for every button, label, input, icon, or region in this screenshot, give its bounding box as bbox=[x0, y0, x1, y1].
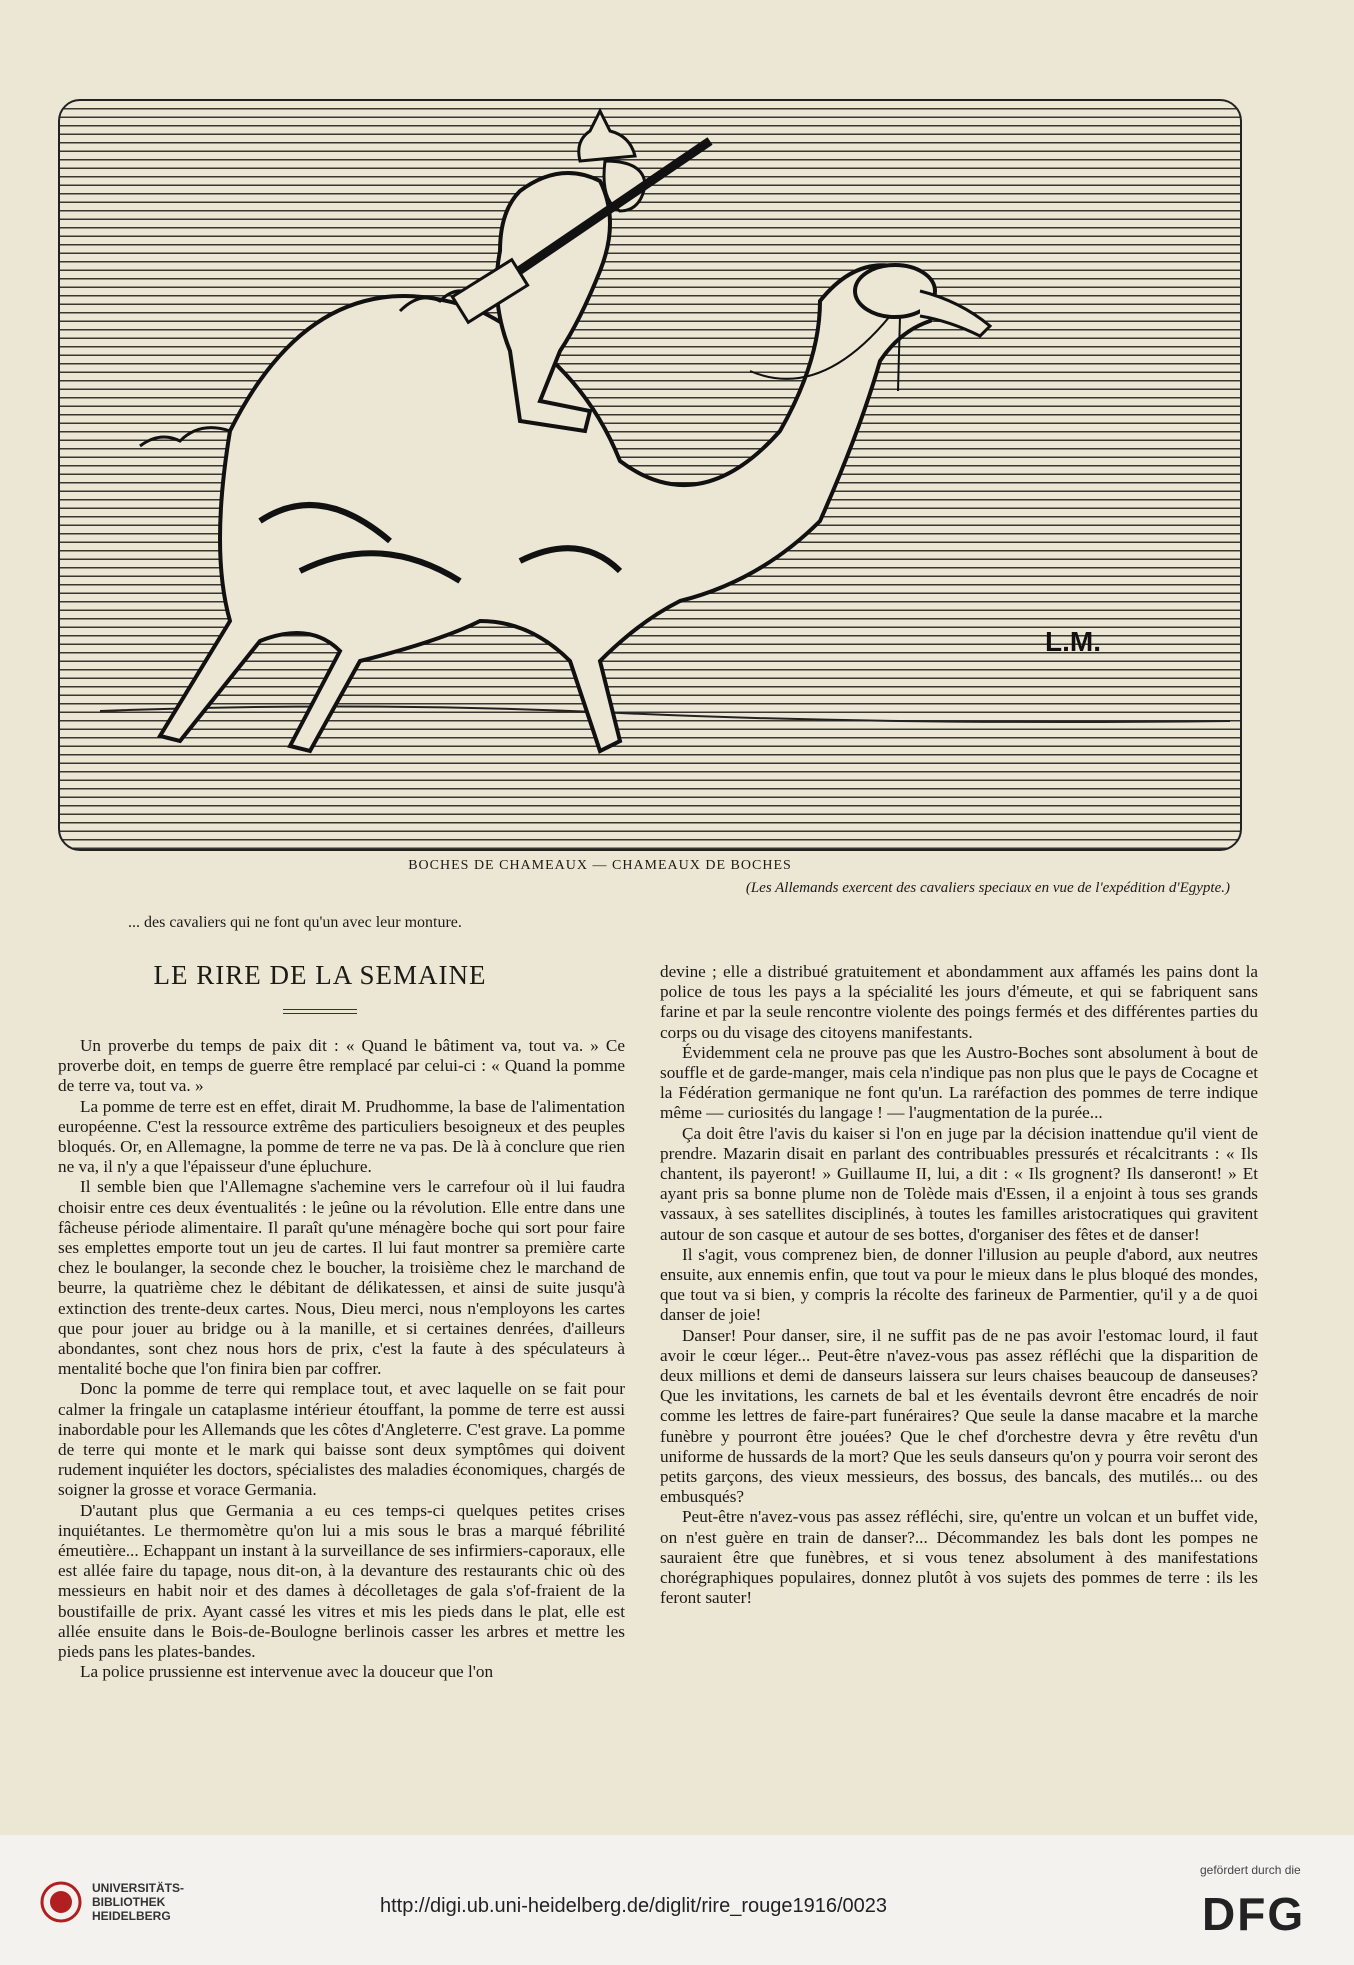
paragraph: Peut-être n'avez-vous pas assez réfléchi, sire, qu'entre un volcan et un buffet vide, on n'est guère en train de danser?... Décommandez les bals dont les pompes ne sauraient être que funèbres, et si vous tenez absolument à des manifestations chorégraphiques populaires, donnez plutôt à vos sujets des pommes de terre : ils les feront sauter! bbox=[660, 1507, 1258, 1608]
caption-subtitle: (Les Allemands exercent des cavaliers speciaux en vue de l'expédition d'Egypte.) bbox=[745, 880, 1230, 896]
university-seal-icon bbox=[40, 1881, 82, 1923]
artist-signature: L.M. bbox=[1045, 626, 1101, 657]
paragraph: Évidemment cela ne prouve pas que les Austro-Boches sont absolument à bout de souffle et de garde-manger, mais cela n'indique pas non plus que le pays de Cocagne et la Fédération germanique ne font qu'un. La raréfaction des pommes de terre indique même — curiosités du langage ! — l'augmentation de la purée... bbox=[660, 1042, 1258, 1123]
paragraph: La police prussienne est intervenue avec la douceur que l'on bbox=[80, 1662, 494, 1682]
paragraph: devine ; elle a distribué gratuitement et abondamment aux affamés les pains dont la police de tous les pays a la spécialité les jours d'émeute, et qui se fabriquent sans farine et par la seule rencontre violente des poings fermés et des différentes parties du corps ou du visage des citoyens manifestants. bbox=[660, 962, 1258, 1042]
article-column-left bbox=[58, 1036, 625, 1683]
university-name-line: HEIDELBERG bbox=[92, 1909, 171, 1923]
paragraph: Ça doit être l'avis du kaiser si l'on en juge par la décision inattendue qu'il vient de prendre. Mazarin disait en parlant des contribuables pressurés et récalcitrants : « Ils chantent, ils payeront! » Guillaume II, lui, a dit : « Ils grognent? Ils danseront! » Et ayant pris sa bonne plume non de Tolède mais d'Essen, il a enjoint à tous ses grands vassaux, à ses satellites disciplinés, à toutes les familles aristocratiques qui gravitent autour de son casque et autour de ses bottes, d'organiser des fêtes et de danser! bbox=[660, 1123, 1258, 1244]
paragraph: Il s'agit, vous comprenez bien, de donner l'illusion au peuple d'abord, aux neutres ensuite, aux ennemis enfin, que tout va pour le mieux dans le plus bloqué des mondes, que tout va si bien, y compris la récolte des farineux de Parmentier, qu'il y a de quoi danser de joie! bbox=[660, 1244, 1258, 1325]
caption-note: ... des cavaliers qui ne font qu'un avec leur monture. bbox=[128, 914, 462, 931]
university-name-line: UNIVERSITÄTS- bbox=[92, 1881, 185, 1895]
university-name-line: BIBLIOTHEK bbox=[92, 1895, 166, 1909]
paragraph: D'autant plus que Germania a eu ces temps-ci quelques petites crises inquiétantes. Le thermomètre qu'on lui a mis sous le bras a marqué fébrilité émeutière... Echappant un instant à la surveillance de ses infirmiers-caporaux, elle est allée faire du tapage, nous dit-on, à la devanture des restaurants chic où des messieurs en habit noir et des dames à décolletages de gala s'of-fraient de la boustifaille de prix. Ayant cassé les vitres et mis les pieds dans le plat, elle est allée ensuite dans le Bois-de-Boulogne berlinois casser les arbres et mettre les pieds pans les plates-bandes. bbox=[58, 1500, 625, 1662]
university-name bbox=[92, 1881, 184, 1923]
paragraph: La pomme de terre est en effet, dirait M. Prudhomme, la base de l'alimentation européenne. C'est la ressource extrême des particuliers besoigneux et des peuples bloqués. Or, en Allemagne, la pomme de terre ne va pas. De là à conclure que rien ne va, il n'y a que l'épaisseur d'une épluchure. bbox=[58, 1096, 625, 1177]
dfg-logo: DFG bbox=[1202, 1888, 1306, 1940]
paragraph: Donc la pomme de terre qui remplace tout, et avec laquelle on se fait pour calmer la fringale un cataplasme intérieur étouffant, la pomme de terre est aussi inabordable pour les Allemands que les côtes d'Angleterre. C'est grave. La pomme de terre qui monte et le mark qui baisse sont deux symptômes qui doivent rudement inquiéter les doctors, spécialistes des maladies économiques, chargés de soigner la grosse et vorace Germania. bbox=[58, 1379, 626, 1500]
article-column-right bbox=[660, 962, 1258, 1609]
illustration-camel-rider bbox=[58, 99, 1242, 851]
funding-label: gefördert durch die bbox=[1200, 1863, 1301, 1877]
article-title: LE RIRE DE LA SEMAINE bbox=[153, 960, 487, 990]
caption-title: BOCHES DE CHAMEAUX — CHAMEAUX DE BOCHES bbox=[408, 858, 792, 873]
paragraph: Il semble bien que l'Allemagne s'achemine vers le carrefour où il lui faudra choisir entre ces deux éventualités : le jeûne ou la révolution. Elle entre dans une fâcheuse période alimentaire. Il paraît qu'une ménagère boche qui sort pour faire ses emplettes emporte tout un jeu de cartes. Il lui faut montrer sa première carte chez le boulanger, la seconde chez le boucher, la troisième chez le marchand de beurre, la quatrième chez le débitant de délikatessen, et ainsi de suite jusqu'à extinction des trente-deux cartes. Nous, Dieu merci, nous n'employons les cartes que pour jouer au bridge ou à la manille, et si certaines denrées, d'ailleurs abondantes, sont chez nous hors de prix, c'est la faute à des spéculateurs à mentalité boche que l'on finira bien par coffrer. bbox=[58, 1177, 625, 1379]
camel-drawing bbox=[60, 101, 1240, 849]
source-url-link[interactable]: http://digi.ub.uni-heidelberg.de/diglit/rire_rouge1916/0023 bbox=[380, 1895, 888, 1917]
title-divider bbox=[283, 1009, 357, 1014]
paragraph: Danser! Pour danser, sire, il ne suffit pas de ne pas avoir l'estomac lourd, il faut avoir le cœur léger... Peut-être n'avez-vous pas assez réfléchi que la disparition de deux millions et demi de danseurs laissera sur leurs chaises beaucoup de danseuses? Que les invitations, les carnets de bal et les éventails devront être encadrés de noir comme les lettres de faire-part funéraires? Que seule la danse macabre et la marche funèbre y pourront être jouées? Que le chef d'orchestre devra y être revêtu d'un uniforme de hussards de la mort? Que les seuls danseurs qu'on y pourra voir seront des petits garçons, des vieux messieurs, des bossus, des bancals, des mutilés... ou des embusqués? bbox=[660, 1325, 1258, 1507]
paragraph: Un proverbe du temps de paix dit : « Quand le bâtiment va, tout va. » Ce proverbe doit, en temps de guerre être remplacé par celui-ci : « Quand la pomme de terre va, tout va. » bbox=[58, 1036, 625, 1096]
footer-bar bbox=[0, 1835, 1354, 1965]
